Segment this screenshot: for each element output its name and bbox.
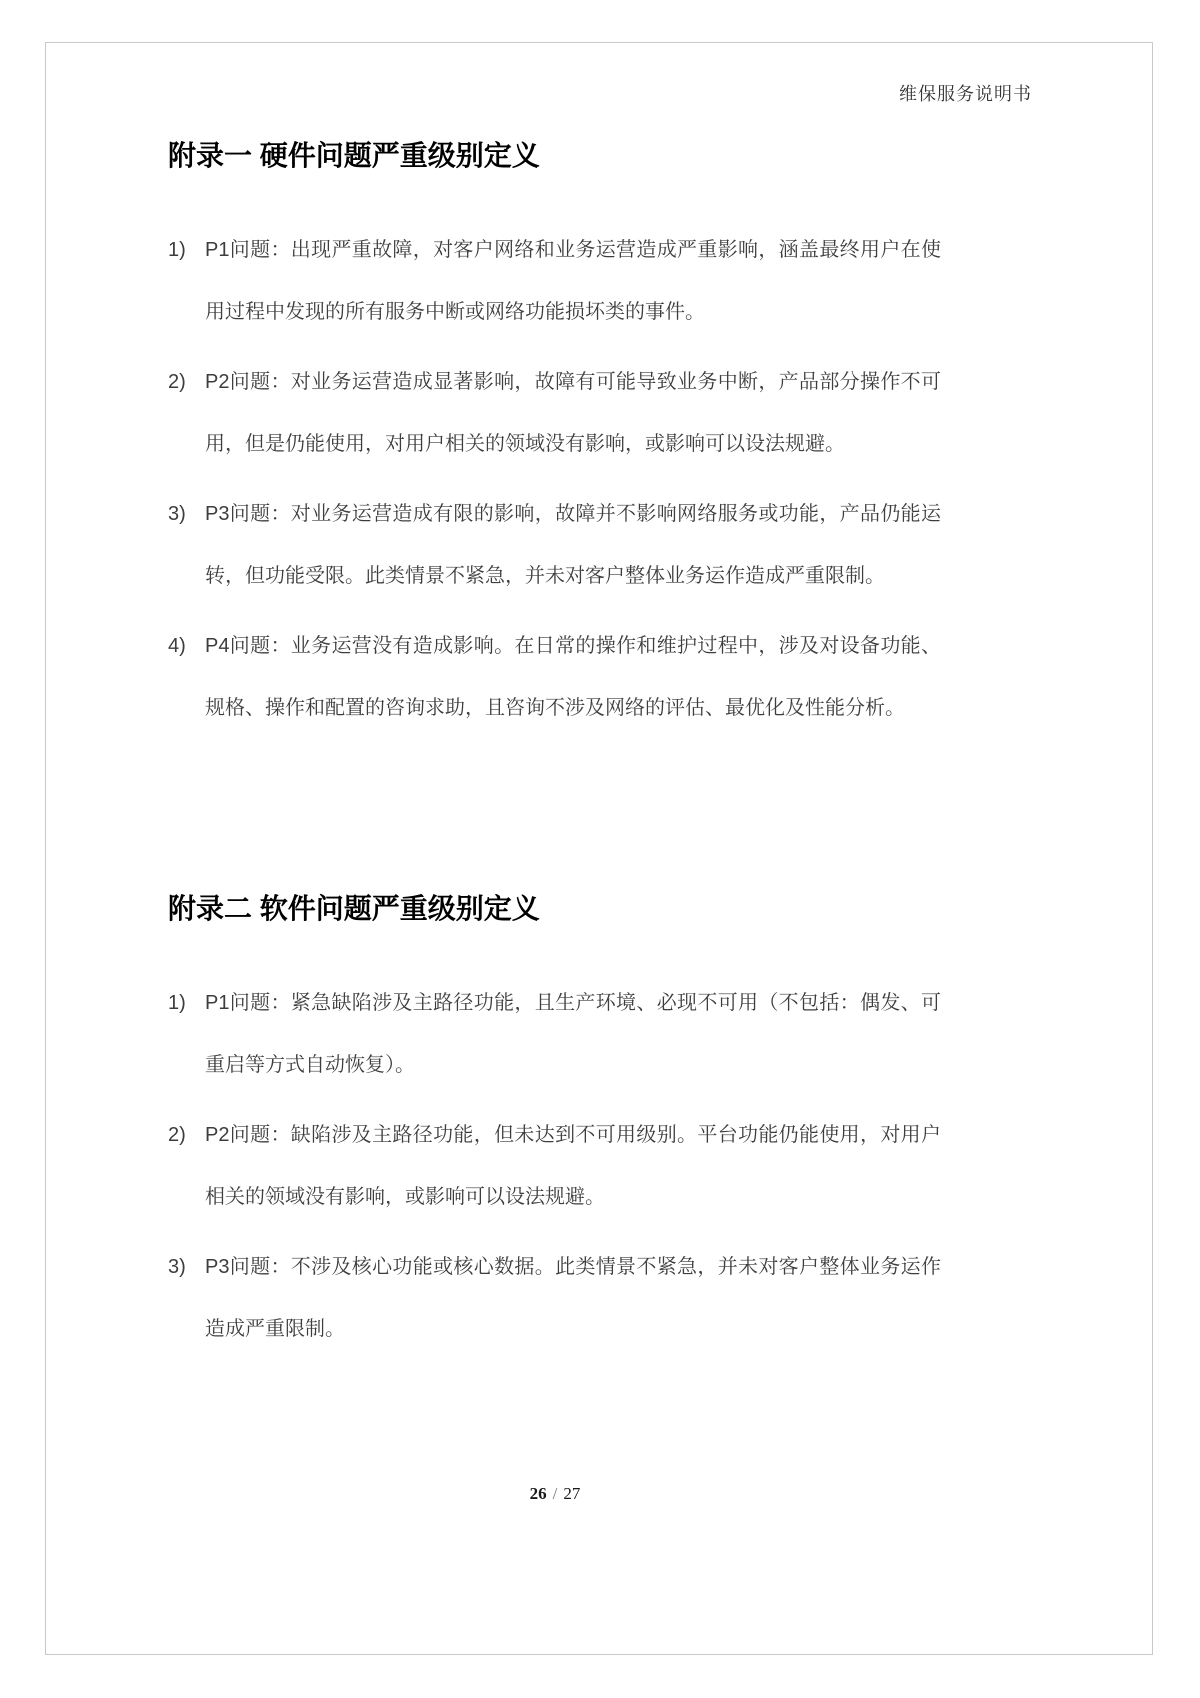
- header-doc-title: 维保服务说明书: [899, 84, 1032, 104]
- list-item: [168, 972, 958, 1096]
- list-item-text: P1问题：紧急缺陷涉及主路径功能，且生产环境、必现不可用（不包括：偶发、可重启等方式自动恢复）。: [205, 992, 941, 1076]
- list-item: [168, 615, 958, 739]
- list-item-text: P2问题：缺陷涉及主路径功能，但未达到不可用级别。平台功能仍能使用，对用户相关的领域没有影响，或影响可以设法规避。: [205, 1124, 941, 1208]
- list-item-text: P3问题：对业务运营造成有限的影响，故障并不影响网络服务或功能，产品仍能运转，但功能受限。此类情景不紧急，并未对客户整体业务运作造成严重限制。: [205, 503, 941, 587]
- list-item-text: P1问题：出现严重故障，对客户网络和业务运营造成严重影响，涵盖最终用户在使用过程中发现的所有服务中断或网络功能损坏类的事件。: [205, 239, 941, 323]
- page-footer: [0, 1484, 1110, 1504]
- section2-title: 附录二 软件问题严重级别定义: [168, 893, 540, 924]
- page-number-total: 27: [563, 1484, 581, 1503]
- page-content: [168, 0, 958, 1368]
- list-item-text: P3问题：不涉及核心功能或核心数据。此类情景不紧急，并未对客户整体业务运作造成严重限制。: [205, 1256, 941, 1340]
- page-number-separator: /: [552, 1484, 558, 1503]
- list-item: [168, 219, 958, 343]
- list-item-number: 3): [168, 1256, 186, 1278]
- list-item: [168, 483, 958, 607]
- list-item-number: 4): [168, 635, 186, 657]
- list-item-text: P2问题：对业务运营造成显著影响，故障有可能导致业务中断，产品部分操作不可用，但是仍能使用，对用户相关的领域没有影响，或影响可以设法规避。: [205, 371, 941, 455]
- list-item: [168, 351, 958, 475]
- list-item-number: 2): [168, 1124, 186, 1146]
- list-item-number: 2): [168, 371, 186, 393]
- list-item-number: 1): [168, 992, 186, 1014]
- section1-list: [168, 219, 958, 739]
- page-number-current: 26: [529, 1484, 547, 1503]
- section1-title: 附录一 硬件问题严重级别定义: [168, 140, 540, 171]
- list-item: [168, 1236, 958, 1360]
- list-item-text: P4问题：业务运营没有造成影响。在日常的操作和维护过程中，涉及对设备功能、规格、操作和配置的咨询求助，且咨询不涉及网络的评估、最优化及性能分析。: [205, 635, 941, 719]
- section2-list: [168, 972, 958, 1360]
- list-item: [168, 1104, 958, 1228]
- list-item-number: 3): [168, 503, 186, 525]
- list-item-number: 1): [168, 239, 186, 261]
